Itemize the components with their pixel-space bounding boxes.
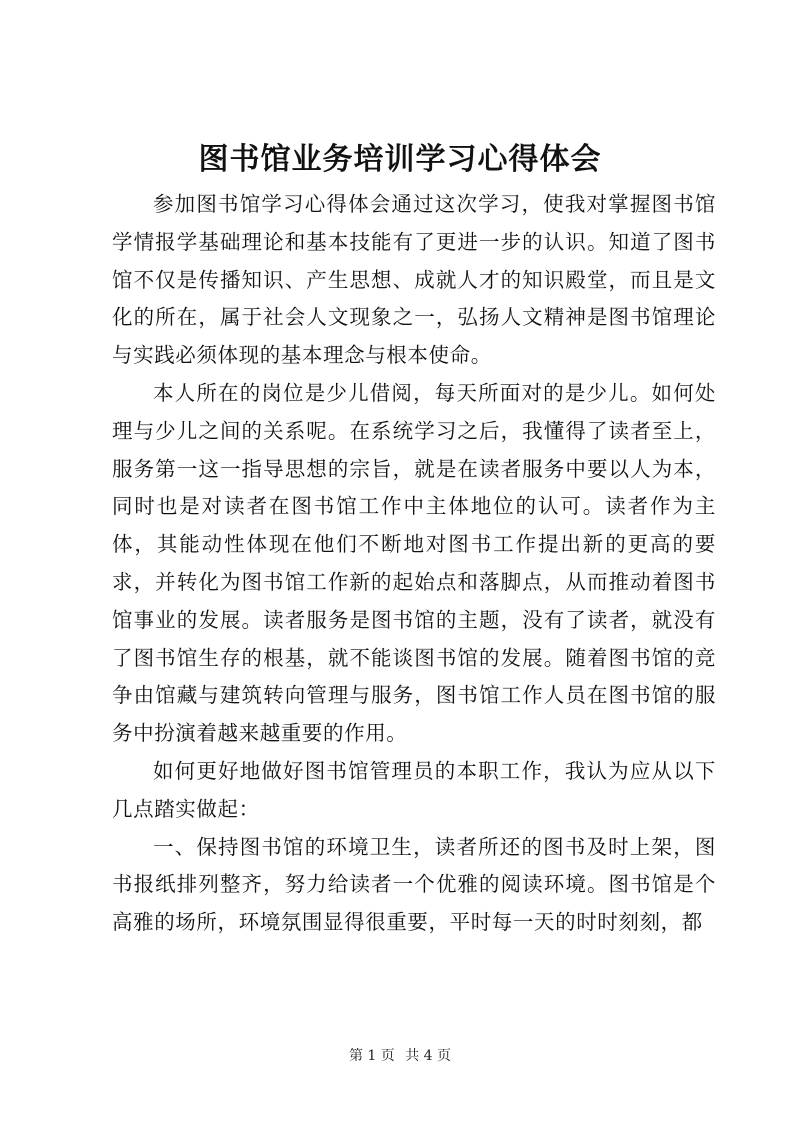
paragraph: 本人所在的岗位是少儿借阅，每天所面对的是少儿。如何处理与少儿之间的关系呢。在系统学习之后，我懂得了读者至上，服务第一这一指导思想的宗旨，就是在读者服务中要以人为本，同时也是对读者在图书馆工作中主体地位的认可。读者作为主体，其能动性体现在他们不断地对图书工作提出新的更高的要求，并转化为图书馆工作新的起始点和落脚点，从而推动着图书馆事业的发展。读者服务是图书馆的主题，没有了读者，就没有了图书馆生存的根基，就不能谈图书馆的发展。随着图书馆的竞争由馆藏与建筑转向管理与服务，图书馆工作人员在图书馆的服务中扮演着越来越重要的作用。 [112,380,716,746]
paragraph: 一、保持图书馆的环境卫生，读者所还的图书及时上架，图书报纸排列整齐，努力给读者一个优雅的阅读环境。图书馆是个高雅的场所，环境氛围显得很重要，平时每一天的时时刻刻，都 [112,834,716,935]
page-total: 共 4 页 [405,1048,452,1064]
document-body [112,186,716,942]
page-footer [0,1046,800,1066]
paragraph: 如何更好地做好图书馆管理员的本职工作，我认为应从以下几点踏实做起： [112,758,716,821]
paragraph: 参加图书馆学习心得体会通过这次学习，使我对掌握图书馆学情报学基础理论和基本技能有了更进一步的认识。知道了图书馆不仅是传播知识、产生思想、成就人才的知识殿堂，而且是文化的所在，属于社会人文现象之一，弘扬人文精神是图书馆理论与实践必须体现的基本理念与根本使命。 [112,192,716,368]
document-title: 图书馆业务培训学习心得体会 [198,142,602,177]
page-number: 第 1 页 [348,1048,395,1064]
